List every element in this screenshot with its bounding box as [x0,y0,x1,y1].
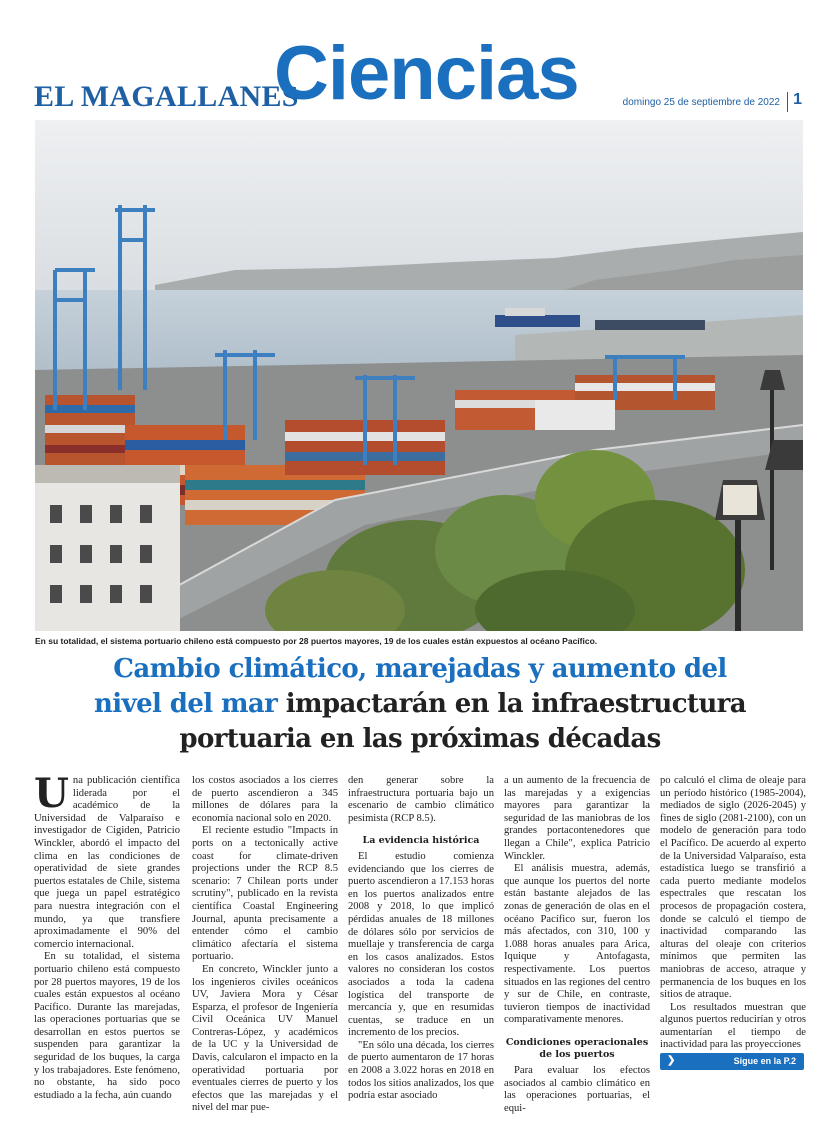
page-number: 1 [793,91,802,108]
continue-label: Sigue en la P.2 [733,1056,796,1066]
subheading: La evidencia histórica [362,835,480,847]
newspaper-name: EL MAGALLANES [34,80,299,113]
paragraph: Para evaluar los efectos asociados al cambio climático en las operaciones portuarias, el equi- [504,1065,650,1114]
paragraph: El estudio comienza evidenciando que los cierres de puerto ascendieron a 17.153 horas en los puertos analizados entre 2008 y 2018, lo que implicó pérdidas anuales de 18 millones de dólares sólo por servicios de muellaje y transferencia de carga en los casos analizados. Estos valores no consideran los costos asociados a toda la cadena logística del transporte de mercancía y, que en resumidas cuentas, se traduce en un incremento de los precios. [348,850,494,1039]
article-column-3 [348,775,494,1103]
paragraph: En concreto, Winckler junto a los ingenieros civiles oceánicos UV, Javiera Mora y César Esparza, el profesor de Ingeniería Civil Oceánica UV Manuel Contreras-López, y académicos de la UC y la Universidad de Davis, calcularon el impacto en la operatividad portuaria por eventuales cierres de puerto y los efectos que las marejadas y el nivel del mar pue- [192,963,338,1114]
photo-caption: En su totalidad, el sistema portuario chileno está compuesto por 28 puertos mayores, 19 de los cuales están expuestos al océano Pacífico. [35,636,598,646]
paragraph: los costos asociados a los cierres de puerto ascendieron a 345 millones de dólares para la economía nacional solo en 2020. [192,775,338,824]
article-column-5 [660,775,806,1052]
paragraph: po calculó el clima de oleaje para un período histórico (1985-2004), mediados de siglo (2026-2045) y fines de siglo (2081-2100), con un modelo de generación para todo el Pacífico. De acuerdo al experto de la Universidad Valparaíso, esta estadística luego se transfirió a cada puerto mediante modelos espectrales que rescatan los procesos de propagación costera, donde se calculó el tiempo de inactividad comparando las alturas del oleaje con criterios mínimos que permiten las maniobras de acceso, atraque y permanencia de los buques en los sitios de atraque. [660,775,806,1001]
paragraph: Los resultados muestran que algunos puertos reducirían y otros aumentarían el tiempo de inactividad para las proyecciones [660,1001,806,1051]
article-column-1 [34,770,180,1102]
chevron-right-icon: ❯ [667,1055,676,1066]
paragraph: El reciente estudio "Impacts in ports on a tectonically active coast for climate-driven projections under the RCP 8.5 scenario: 7 Chilean ports under scrutiny", publicado en la revista científica Coastal Engineering Journal, apunta precisamente a entender cómo el cambio climático afectaría el sistema portuario. [192,825,338,963]
article-column-2 [192,775,338,1115]
masthead [34,31,804,116]
article-column-4 [504,775,650,1115]
paragraph: El análisis muestra, además, que aunque los puertos del norte están bastante alejados de las zonas de generación de olas en el océano Pacífico sur, fueron los más afectados, con 310, 100 y 1.088 horas anuales para Arica, Iquique y Antofagasta, respectivamente. Los puertos situados en las regiones del centro y sur de Chile, en contraste, tuvieron tiempos de inactividad comparativamente menores. [504,863,650,1026]
paragraph: a un aumento de la frecuencia de las marejadas y a exigencias mayores para garantizar la seguridad de las maniobras de los grandes portacontenedores que llegan a Chile", explica Patricio Winckler. [504,775,650,862]
paragraph: "En sólo una década, los cierres de puerto aumentaron de 17 horas en 2008 a 3.022 horas en 2018 en todos los sitios analizados, los que podría estar asociado [348,1039,494,1102]
headline-dark-line-2: impactarán en la infraestructura [277,689,746,719]
headline-blue-line-2: nivel del mar [94,689,278,719]
headline [40,652,800,757]
port-photo [35,120,803,631]
paragraph: En su totalidad, el sistema portuario chileno está compuesto por 28 puertos mayores, 19 de los cuales están expuestos al océano Pacífico. Durante las marejadas, las operaciones portuarias que se desarrollan en estos puertos se suspenden para garantizar la seguridad de los buques, la carga y los trabajadores. Este fenómeno, no obstante, ha sido poco estudiado a la fecha, aún cuando [34,951,180,1101]
subheading: Condiciones operacionales de los puertos [505,1036,649,1061]
continue-on-page-2-link[interactable] [660,1053,804,1070]
section-title: Ciencias [274,31,579,116]
headline-blue-line-1: Cambio climático, marejadas y aumento del [113,654,727,684]
paragraph: den generar sobre la infraestructura portuaria bajo un escenario de cambio climático pesimista (RCP 8.5). [348,775,494,824]
paragraph: na publicación científica liderada por el académico de la Universidad de Valparaíso e investigador de Cigiden, Patricio Winckler, abordó el impacto del clima en las condiciones de operatividad de siete grandes puertos estatales de Chile, sistema que juega un papel estratégico para nuestra integración con el mundo, ya que transfiere aproximadamente el 90% del comercio internacional. [34,775,180,950]
headline-dark-line-3: portuaria en las próximas décadas [179,724,661,754]
drop-cap: U [34,770,69,817]
page-number-divider [787,92,788,112]
issue-date: domingo 25 de septiembre de 2022 [622,97,780,108]
